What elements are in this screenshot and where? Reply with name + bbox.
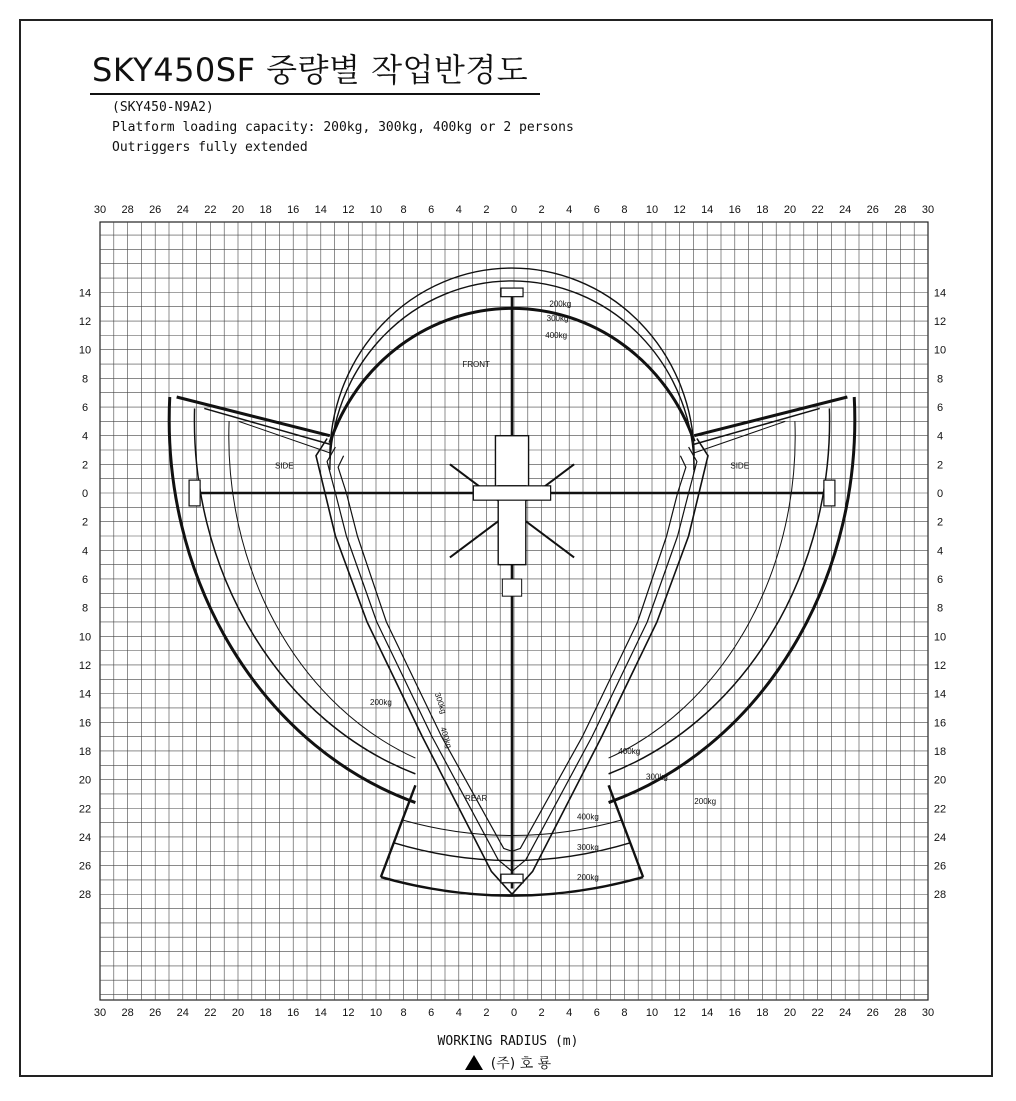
vehicle-rear <box>502 579 521 596</box>
y-tick-label-left: 6 <box>81 402 89 415</box>
x-tick-label-top: 10 <box>645 204 659 216</box>
x-tick-label-bottom: 18 <box>756 1007 769 1019</box>
y-tick-label-right: 26 <box>933 860 947 873</box>
x-tick-label-bottom: 8 <box>621 1007 628 1019</box>
x-tick-label-bottom: 10 <box>645 1007 659 1019</box>
y-tick-label-right: 8 <box>936 602 944 615</box>
left-load-label-400kg: 400kg <box>438 725 454 750</box>
model-code: (SKY450-N9A2) <box>112 100 214 115</box>
y-tick-label-left: 16 <box>78 717 92 730</box>
x-tick-label-top: 24 <box>839 204 852 216</box>
x-tick-label-top: 0 <box>510 204 518 216</box>
left-load-label-300kg: 300kg <box>432 691 449 715</box>
y-tick-label-right: 6 <box>936 573 944 586</box>
y-tick-label-left: 26 <box>78 860 92 873</box>
x-tick-label-top: 26 <box>866 204 879 216</box>
region-label-side-right: SIDE <box>730 461 750 471</box>
x-tick-label-top: 30 <box>921 204 935 216</box>
x-tick-label-bottom: 2 <box>538 1007 545 1019</box>
right-side-boundary-400kg <box>694 421 785 453</box>
x-tick-label-top: 18 <box>259 204 272 216</box>
x-tick-label-top: 14 <box>314 204 327 216</box>
right-load-label-200kg: 200kg <box>694 796 717 806</box>
x-tick-label-top: 28 <box>121 204 134 216</box>
turntable-housing <box>473 486 550 500</box>
x-tick-label-bottom: 26 <box>866 1007 879 1019</box>
y-tick-label-right: 12 <box>933 316 947 329</box>
y-tick-label-left: 12 <box>78 316 92 329</box>
front-platform-basket <box>501 288 523 297</box>
left-side-boundary-300kg <box>204 408 330 444</box>
y-tick-label-right: 24 <box>933 831 947 844</box>
x-tick-label-bottom: 24 <box>176 1007 189 1019</box>
front-load-label-300kg: 300kg <box>546 314 569 324</box>
rear-load-label-300kg: 300kg <box>577 842 599 852</box>
x-tick-label-bottom: 30 <box>93 1007 107 1019</box>
y-tick-label-right: 4 <box>936 545 944 558</box>
x-tick-label-bottom: 20 <box>231 1007 245 1019</box>
x-tick-label-bottom: 14 <box>314 1007 327 1019</box>
left-rear-lobe-400kg <box>338 456 512 852</box>
left-side-arc-300kg <box>194 408 415 773</box>
x-tick-label-bottom: 28 <box>121 1007 134 1019</box>
x-tick-label-top: 8 <box>621 204 628 216</box>
right-rear-lobe-300kg <box>512 447 697 871</box>
x-tick-label-top: 8 <box>400 204 407 216</box>
region-label-rear: REAR <box>465 794 488 804</box>
y-tick-label-right: 8 <box>936 373 944 386</box>
x-tick-label-top: 6 <box>593 204 600 216</box>
y-tick-label-left: 8 <box>81 602 89 615</box>
x-tick-label-bottom: 0 <box>510 1007 518 1019</box>
x-tick-label-top: 26 <box>149 204 162 216</box>
x-tick-label-bottom: 8 <box>400 1007 407 1019</box>
left-side-boundary-400kg <box>239 421 330 453</box>
x-tick-label-top: 20 <box>231 204 245 216</box>
y-tick-label-left: 24 <box>78 831 92 844</box>
x-tick-label-top: 20 <box>783 204 797 216</box>
y-tick-label-right: 14 <box>933 287 947 300</box>
page-title: SKY450SF 중량별 작업반경도 <box>92 51 529 89</box>
right-side-arc-400kg <box>609 421 796 758</box>
right-side-arc-300kg <box>609 408 830 773</box>
x-tick-label-top: 22 <box>811 204 824 216</box>
left-load-label-200kg: 200kg <box>370 698 392 708</box>
x-tick-label-bottom: 6 <box>428 1007 435 1019</box>
y-tick-label-left: 2 <box>81 516 89 529</box>
x-tick-label-top: 14 <box>701 204 714 216</box>
left-side-arc-400kg <box>229 421 416 758</box>
y-tick-label-left: 14 <box>78 688 92 701</box>
right-rear-lobe-400kg <box>512 456 686 852</box>
x-tick-label-bottom: 22 <box>204 1007 217 1019</box>
right-side-boundary-300kg <box>694 408 820 444</box>
left-rear-lobe-300kg <box>327 447 512 871</box>
y-tick-label-left: 20 <box>78 774 92 787</box>
rear-load-label-200kg: 200kg <box>577 872 599 882</box>
x-tick-label-bottom: 16 <box>728 1007 741 1019</box>
y-tick-label-left: 22 <box>78 803 92 816</box>
x-tick-label-bottom: 26 <box>149 1007 162 1019</box>
x-tick-label-top: 12 <box>342 204 355 216</box>
y-tick-label-right: 12 <box>933 659 947 672</box>
y-tick-label-left: 12 <box>78 659 92 672</box>
x-tick-label-top: 24 <box>176 204 189 216</box>
x-axis-title: WORKING RADIUS (m) <box>437 1034 579 1049</box>
y-tick-label-right: 14 <box>933 688 947 701</box>
x-tick-label-bottom: 14 <box>701 1007 714 1019</box>
region-label-side-left: SIDE <box>274 461 294 471</box>
x-tick-label-top: 4 <box>566 204 573 216</box>
y-tick-label-left: 18 <box>78 745 92 758</box>
y-tick-label-left: 28 <box>78 889 92 902</box>
y-tick-label-left: 14 <box>78 287 92 300</box>
right-side-boundary-200kg <box>694 397 847 436</box>
x-tick-label-bottom: 30 <box>921 1007 935 1019</box>
y-tick-label-right: 10 <box>933 344 947 357</box>
x-tick-label-bottom: 12 <box>673 1007 686 1019</box>
x-tick-label-bottom: 18 <box>259 1007 272 1019</box>
triangle-icon <box>465 1055 483 1070</box>
x-tick-label-bottom: 22 <box>811 1007 824 1019</box>
x-tick-label-bottom: 10 <box>369 1007 383 1019</box>
y-tick-label-right: 0 <box>936 488 944 500</box>
x-tick-label-top: 16 <box>287 204 300 216</box>
y-tick-label-right: 10 <box>933 631 947 644</box>
y-tick-label-right: 4 <box>936 430 944 443</box>
left-rear-lobe-200kg <box>316 439 512 895</box>
y-tick-label-right: 18 <box>933 745 947 758</box>
right-load-label-300kg: 300kg <box>646 772 668 782</box>
y-tick-label-left: 10 <box>78 631 92 644</box>
x-tick-label-bottom: 2 <box>483 1007 490 1019</box>
x-tick-label-bottom: 4 <box>455 1007 462 1019</box>
rear-load-label-400kg: 400kg <box>577 812 599 822</box>
front-load-label-400kg: 400kg <box>545 331 568 341</box>
x-tick-label-bottom: 6 <box>593 1007 600 1019</box>
y-tick-label-left: 4 <box>81 430 89 443</box>
y-tick-label-right: 6 <box>936 402 944 415</box>
right-load-label-400kg: 400kg <box>618 746 641 756</box>
manufacturer-name: (주) 호 룡 <box>490 1056 552 1072</box>
y-tick-label-right: 2 <box>936 516 944 529</box>
y-tick-label-left: 8 <box>81 373 89 386</box>
y-tick-label-left: 0 <box>81 488 89 500</box>
x-tick-label-top: 16 <box>728 204 741 216</box>
x-tick-label-bottom: 24 <box>839 1007 852 1019</box>
y-tick-label-left: 6 <box>81 573 89 586</box>
left-platform-basket <box>189 480 200 506</box>
x-tick-label-top: 2 <box>538 204 545 216</box>
x-tick-label-bottom: 12 <box>342 1007 355 1019</box>
x-tick-label-bottom: 4 <box>566 1007 573 1019</box>
y-tick-label-left: 2 <box>81 459 89 472</box>
rear-left-outer-edge <box>381 785 416 877</box>
outrigger-line: Outriggers fully extended <box>112 140 308 155</box>
x-tick-label-top: 12 <box>673 204 686 216</box>
y-tick-label-right: 20 <box>933 774 947 787</box>
capacity-line: Platform loading capacity: 200kg, 300kg, 400kg or 2 persons <box>112 120 574 135</box>
y-tick-label-right: 16 <box>933 717 947 730</box>
x-tick-label-top: 28 <box>894 204 907 216</box>
rear-platform-basket <box>501 874 523 883</box>
x-tick-label-top: 18 <box>756 204 769 216</box>
x-tick-label-bottom: 28 <box>894 1007 907 1019</box>
x-tick-label-bottom: 16 <box>287 1007 300 1019</box>
x-tick-label-top: 10 <box>369 204 383 216</box>
x-tick-label-top: 22 <box>204 204 217 216</box>
region-label-front: FRONT <box>462 359 490 369</box>
y-tick-label-left: 4 <box>81 545 89 558</box>
y-tick-label-right: 2 <box>936 459 944 472</box>
y-tick-label-left: 10 <box>78 344 92 357</box>
y-tick-label-right: 28 <box>933 889 947 902</box>
x-tick-label-top: 30 <box>93 204 107 216</box>
x-tick-label-top: 4 <box>455 204 462 216</box>
front-load-label-200kg: 200kg <box>549 299 572 309</box>
x-tick-label-bottom: 20 <box>783 1007 797 1019</box>
manufacturer-credit <box>0 1053 1016 1073</box>
x-tick-label-top: 2 <box>483 204 490 216</box>
right-platform-basket <box>824 480 835 506</box>
x-tick-label-top: 6 <box>428 204 435 216</box>
vehicle-cab <box>495 436 528 493</box>
y-tick-label-right: 22 <box>933 803 947 816</box>
